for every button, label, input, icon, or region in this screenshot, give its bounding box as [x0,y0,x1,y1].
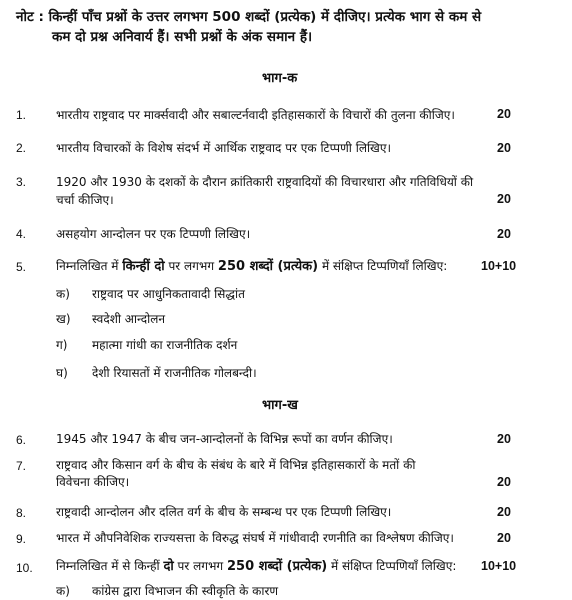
question-6-number: 6. [16,433,27,447]
question-5-sub-c-text: महात्मा गांधी का राजनीतिक दर्शन [92,338,238,352]
question-9-number: 9. [16,532,27,546]
question-8-text: राष्ट्रवादी आन्दोलन और दलित वर्ग के बीच के सम्बन्ध पर एक टिप्पणी लिखिए। [56,505,392,519]
section-b-title: भाग-ख [262,398,298,413]
section-a-title: भाग-क [262,71,298,86]
question-5-text-a: निम्नलिखित में [56,259,119,273]
question-2-marks: 20 [497,141,511,155]
question-5-sub-c-label: ग) [56,338,68,352]
question-10-text-b: पर लगभग [177,559,224,573]
question-8-number: 8. [16,506,27,520]
question-1-number: 1. [16,108,27,122]
question-7-text-cont: विवेचना कीजिए। [56,475,130,489]
question-4-text: असहयोग आन्दोलन पर एक टिप्पणी लिखिए। [56,227,251,241]
question-7-text: राष्ट्रवाद और किसान वर्ग के बीच के संबंध के बारे में विभिन्न इतिहासकारों के मतों की [56,458,416,472]
question-5-sub-d-label: घ) [56,366,68,380]
question-3-text-cont: चर्चा कीजिए। [56,193,114,207]
instructions-line-1: नोट : किन्हीं पाँच प्रश्नों के उत्तर लगभग 500 शब्दों (प्रत्येक) में दीजिए। प्रत्येक भाग से कम से [16,9,482,25]
question-10-number: 10. [16,561,33,575]
question-9-text: भारत में औपनिवेशिक राज्यसत्ता के विरुद्ध संघर्ष में गांधीवादी रणनीति का विश्लेषण कीजिए। [56,531,454,545]
question-3-number: 3. [16,175,27,189]
question-5-sub-a-text: राष्ट्रवाद पर आधुनिकतावादी सिद्धांत [92,287,245,301]
question-10-text-emphasis-2: 250 शब्दों (प्रत्येक) [227,559,328,574]
question-1-marks: 20 [497,107,511,121]
question-10-text-emphasis: दो [163,559,174,574]
question-5-sub-a-label: क) [56,287,70,301]
question-6-marks: 20 [497,432,511,446]
question-10-sub-a-label: क) [56,584,70,598]
question-5-marks: 10+10 [481,259,517,273]
question-10-text-c: में संक्षिप्त टिप्पणियाँ लिखिए: [331,559,457,573]
question-5-sub-b-text: स्वदेशी आन्दोलन [92,312,166,326]
question-5-number: 5. [16,260,27,274]
question-5-text-c: में संक्षिप्त टिप्पणियाँ लिखिए: [321,259,448,273]
question-9-marks: 20 [497,531,511,545]
question-5-text-emphasis: किन्हीं दो [122,259,165,274]
question-4-number: 4. [16,227,27,241]
question-10-sub-a-text: कांग्रेस द्वारा विभाजन की स्वीकृति के कारण [92,584,279,598]
question-7-marks: 20 [497,475,511,489]
question-5-text-b: पर लगभग [168,259,215,273]
question-10-text [56,556,456,577]
question-8-marks: 20 [497,505,511,519]
question-2-text: भारतीय विचारकों के विशेष संदर्भ में आर्थिक राष्ट्रवाद पर एक टिप्पणी लिखिए। [56,141,392,155]
question-5-sub-d-text: देशी रियासतों में राजनीतिक गोलबन्दी। [92,366,257,380]
question-4-marks: 20 [497,227,511,241]
question-7-number: 7. [16,459,27,473]
instructions-line-2: कम दो प्रश्न अनिवार्य हैं। सभी प्रश्नों के अंक समान हैं। [52,29,313,45]
question-3-marks: 20 [497,192,511,206]
question-5-text [56,256,447,277]
question-2-number: 2. [16,141,27,155]
question-10-text-a: निम्नलिखित में से किन्हीं [56,559,160,573]
question-5-text-emphasis-2: 250 शब्दों (प्रत्येक) [217,259,319,274]
question-1-text: भारतीय राष्ट्रवाद पर मार्क्सवादी और सबाल्टर्नवादी इतिहासकारों के विचारों की तुलना कीजिए। [56,108,455,122]
question-3-text: 1920 और 1930 के दशकों के दौरान क्रांतिकारी राष्ट्रवादियों की विचारधारा और गतिविधियों की [56,175,474,189]
question-10-marks: 10+10 [481,559,517,573]
question-5-sub-b-label: ख) [56,312,71,326]
question-6-text: 1945 और 1947 के बीच जन-आन्दोलनों के विभिन्न रूपों का वर्णन कीजिए। [56,432,393,446]
